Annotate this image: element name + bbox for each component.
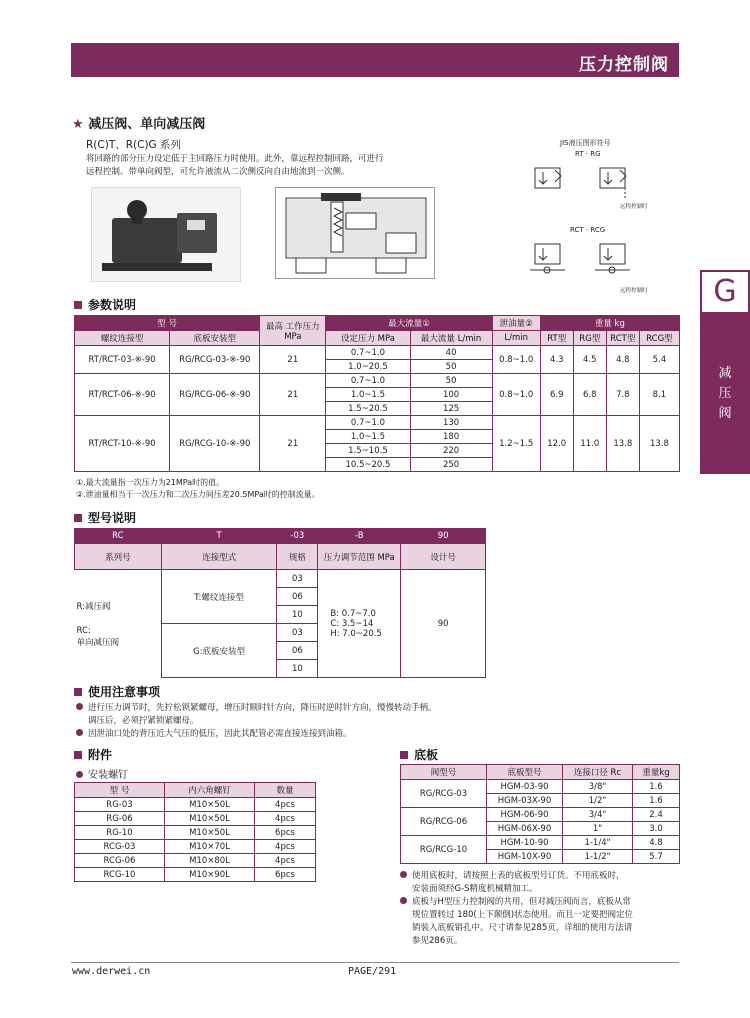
params-note-2: ②.泄油量相当于一次压力和二次压力间压差20.5MPa时的控制流量。 [76,490,320,499]
cell: 4.8 [633,836,680,850]
footer-url[interactable]: www.derwei.cn [72,966,151,977]
cell: 4.8 [606,346,639,374]
accessory-h-screw: 内六角螺钉 [165,783,255,798]
table-row [75,812,316,826]
cell: M10×90L [165,868,255,882]
usage-heading-text: 使用注意事项 [88,685,161,699]
cell: 100 [410,388,492,402]
cell: 40 [410,346,492,360]
cell: RG/RCG-06 [401,808,487,836]
cell: 2.4 [633,808,680,822]
cell: 4pcs [255,840,316,854]
usage-item-1: 进行压力调节时，先拧松锁紧螺母，增压时顺时针方向，降压时逆时针方向，慢慢转动手柄。 [88,703,437,713]
cell: 180 [410,430,492,444]
cell: RG-10 [75,826,165,840]
baseplate-heading [400,746,438,763]
table-row [75,346,680,360]
params-h-pressure: 最高 工作压力 MPa [260,316,326,346]
baseplate-h-plate: 底板型号 [487,765,563,780]
cell: 4.5 [573,346,606,374]
cell: 1.2~1.5 [492,416,540,472]
cell: 1.6 [633,780,680,794]
baseplate-h-valve: 阀型号 [401,765,487,780]
cell: RCG-10 [75,868,165,882]
cell: 21 [260,346,326,374]
accessory-h-qty: 数量 [255,783,316,798]
bullet-icon [76,729,83,736]
cell: RG/RCG-06-※-90 [170,374,260,416]
cell: 1.0~1.5 [326,430,410,444]
baseplate-h-weight: 重量kg [633,765,680,780]
accessory-heading-text: 附件 [88,748,113,762]
cell: 1-1/4" [563,836,633,850]
cell: 1.0~20.5 [326,360,410,374]
cell: 125 [410,402,492,416]
cell: M10×50L [165,812,255,826]
cell: HGM-06-90 [487,808,563,822]
bullet-icon [76,703,83,710]
cell: HGM-06X-90 [487,822,563,836]
cell: 6pcs [255,868,316,882]
rt-rg-symbol-icon [525,160,655,205]
baseplate-note-2: 底板与H型压力控制阀的共用，但对减压阀而言，底板从常 [412,897,631,907]
header-bar [71,43,679,77]
cell: 50 [410,374,492,388]
params-h-drain: 泄油量② [492,316,540,331]
cell: 8.1 [639,374,679,416]
cell: HGM-03X-90 [487,794,563,808]
table-row [75,798,316,812]
cell: RT/RCT-10-※-90 [75,416,170,472]
model-range-b: B: 0.7~7.0 [330,608,376,619]
table-row [401,780,680,794]
model-size: 06 [277,588,318,606]
section-title [72,113,205,132]
cell: 3.0 [633,822,680,836]
cell: RG/RCG-03 [401,780,487,808]
cell: 4.3 [540,346,573,374]
cell: M10×80L [165,854,255,868]
baseplate-note-2c: 销装入底板销孔中。尺寸请参见285页，详细的使用方法请 [412,923,633,933]
model-range-h: H: 7.0~20.5 [330,628,382,639]
cell: 0.7~1.0 [326,346,410,360]
page-title: 压力控制阀 [579,55,669,75]
cell: RG/RCG-03-※-90 [170,346,260,374]
params-h-w3: RCT型 [606,331,639,346]
cell: RG/RCG-10-※-90 [170,416,260,472]
accessory-h-model: 型 号 [75,783,165,798]
cell: RG-03 [75,798,165,812]
params-h-w2: RG型 [573,331,606,346]
baseplate-note-1b: 安装面须经G-S精度机械精加工。 [412,884,538,894]
cell: 50 [410,360,492,374]
params-heading [74,296,136,313]
cell: 3/8" [563,780,633,794]
cell: 12.0 [540,416,573,472]
cell: 11.0 [573,416,606,472]
model-range-c: C: 3.5~14 [330,618,374,629]
footer-page: PAGE/291 [348,966,397,977]
cell: 220 [410,444,492,458]
model-series-rc: RC: [76,625,91,636]
model-code-range: -B [318,529,401,544]
model-heading-text: 型号说明 [88,511,137,525]
cell: 7.8 [606,374,639,416]
jis-symbols [520,138,670,298]
cell: 1.5~20.5 [326,402,410,416]
cell: 1.6 [633,794,680,808]
cell: HGM-10-90 [487,836,563,850]
params-h-thread: 螺纹连接型 [75,331,170,346]
baseplate-note-1: 使用底板时，请按照上表的底板型号订货。不用底板时， [412,871,625,881]
model-size: 10 [277,606,318,624]
cell: 4pcs [255,854,316,868]
side-tab [700,314,750,474]
side-tab-letter: G [713,274,737,309]
bullet-icon [76,771,83,778]
model-size: 03 [277,624,318,642]
table-row [401,836,680,850]
cell: M10×70L [165,840,255,854]
product-photo [91,187,241,282]
model-series-rc-desc: 单向减压阀 [76,637,120,648]
cell: 5.4 [639,346,679,374]
cell: 1" [563,822,633,836]
model-conn-thread: T:螺纹连接型 [161,570,277,624]
valve-photo-icon [92,188,242,283]
params-heading-text: 参数说明 [88,298,137,312]
model-conn-sub: G:底板安装型 [161,624,277,678]
params-h-model: 型 号 [75,316,260,331]
jis-label-rt-rg: RT · RG [575,150,601,158]
usage-item-2: 因泄油口处的背压近大气压的低压，因此其配管必需直接连接到油箱。 [88,729,352,739]
cell: 250 [410,458,492,472]
cell: 1-1/2" [563,850,633,864]
section-title-text: 减压阀、单向减压阀 [88,117,206,132]
jis-remote-label-2: 远程控制时 [620,288,648,294]
table-row [401,808,680,822]
model-table [74,528,486,678]
model-size: 06 [277,642,318,660]
model-code-conn: T [161,529,277,544]
section-diagram [275,187,435,279]
bullet-icon [400,897,407,904]
cell: 3/4" [563,808,633,822]
baseplate-heading-text: 底板 [414,748,439,762]
jis-remote-label-1: 远程控制时 [620,204,648,210]
cell: RG-06 [75,812,165,826]
model-size: 10 [277,660,318,678]
side-tab-text: 减压阀 [718,366,732,421]
usage-heading [74,683,160,700]
table-row [75,854,316,868]
cell: 5.7 [633,850,680,864]
model-label-size: 规格 [277,544,318,570]
model-code-series: RC [75,529,162,544]
star-icon: ★ [72,117,84,132]
cell: 21 [260,416,326,472]
table-row [75,374,680,388]
model-label-conn: 连接型式 [161,544,277,570]
model-code-size: -03 [277,529,318,544]
cell: 0.8~1.0 [492,374,540,416]
table-row [75,840,316,854]
cell: 10.5~20.5 [326,458,410,472]
params-note-1: ①.最大流量指一次压力为21MPa时的值。 [76,478,225,487]
baseplate-table [400,764,680,864]
model-size: 03 [277,570,318,588]
params-notes [76,477,320,501]
cell: 1.5~10.5 [326,444,410,458]
params-table [74,315,680,472]
cross-section-icon [276,188,436,280]
model-series-r: R:减压阀 [76,601,111,612]
model-label-range: 压力调节范围 MPa [318,544,401,570]
params-h-w4: RCG型 [639,331,679,346]
cell: RG/RCG-10 [401,836,487,864]
jis-label-rct-rcg: RCT · RCG [570,226,606,234]
cell: RT/RCT-06-※-90 [75,374,170,416]
usage-notes [76,702,596,741]
usage-item-1b: 调压后，必须拧紧锁紧螺母。 [88,716,199,726]
accessory-sub-text: 安装螺钉 [88,770,128,781]
model-heading [74,509,136,526]
description-line-1: 将回路的部分压力设定低于主回路压力时使用。此外，靠远程控制回路，可进行 [86,154,384,164]
cell: 4pcs [255,812,316,826]
model-design-cell: 90 [401,570,486,678]
cell: 4pcs [255,798,316,812]
cell: 0.7~1.0 [326,374,410,388]
section-description [86,153,384,179]
cell: HGM-10X-90 [487,850,563,864]
model-ranges-cell [318,570,401,678]
model-label-series: 系列号 [75,544,162,570]
params-h-drain-unit: L/min [492,331,540,346]
cell: RCG-03 [75,840,165,854]
table-row [75,416,680,430]
series-label: R(C)T、R(C)G 系列 [86,139,182,151]
jis-title: JIS液压图形符号 [560,139,611,147]
model-code-design: 90 [401,529,486,544]
cell: 1/2" [563,794,633,808]
cell: RCG-06 [75,854,165,868]
baseplate-note-2d: 参见286页。 [412,936,463,946]
cell: M10×50L [165,826,255,840]
footer-divider [71,962,679,963]
cell: HGM-03-90 [487,780,563,794]
cell: 0.8~1.0 [492,346,540,374]
cell: 130 [410,416,492,430]
model-label-design: 设计号 [401,544,486,570]
baseplate-note-2b: 规位置转过 180(上下颠倒)状态使用。而且一定要把阀定位 [412,910,634,920]
cell: M10×50L [165,798,255,812]
bullet-icon [400,871,407,878]
side-tab-letter-box [700,270,750,314]
accessory-sub [76,766,128,781]
cell: 1.0~1.5 [326,388,410,402]
cell: 0.7~1.0 [326,416,410,430]
params-h-w1: RT型 [540,331,573,346]
baseplate-h-port: 连接口径 Rc [563,765,633,780]
accessory-table [74,782,316,882]
description-line-2: 远程控制。带单向阀型，可允许液流从二次侧反向自由地流到一次侧。 [86,167,350,177]
cell: 6pcs [255,826,316,840]
params-h-maxflow: 最大流量 L/min [410,331,492,346]
cell: 6.8 [573,374,606,416]
baseplate-notes [400,870,680,948]
params-h-weight: 重量 kg [540,316,679,331]
cell: RT/RCT-03-※-90 [75,346,170,374]
accessory-heading [74,746,112,763]
params-h-setp: 设定压力 MPa [326,331,410,346]
model-series-cell [75,570,162,678]
table-row [75,826,316,840]
cell: 21 [260,374,326,416]
params-h-flow: 最大流量① [326,316,492,331]
rct-rcg-symbol-icon [525,236,655,284]
table-row [75,868,316,882]
cell: 6.9 [540,374,573,416]
params-h-sub: 底板安装型 [170,331,260,346]
cell: 13.8 [606,416,639,472]
cell: 13.8 [639,416,679,472]
